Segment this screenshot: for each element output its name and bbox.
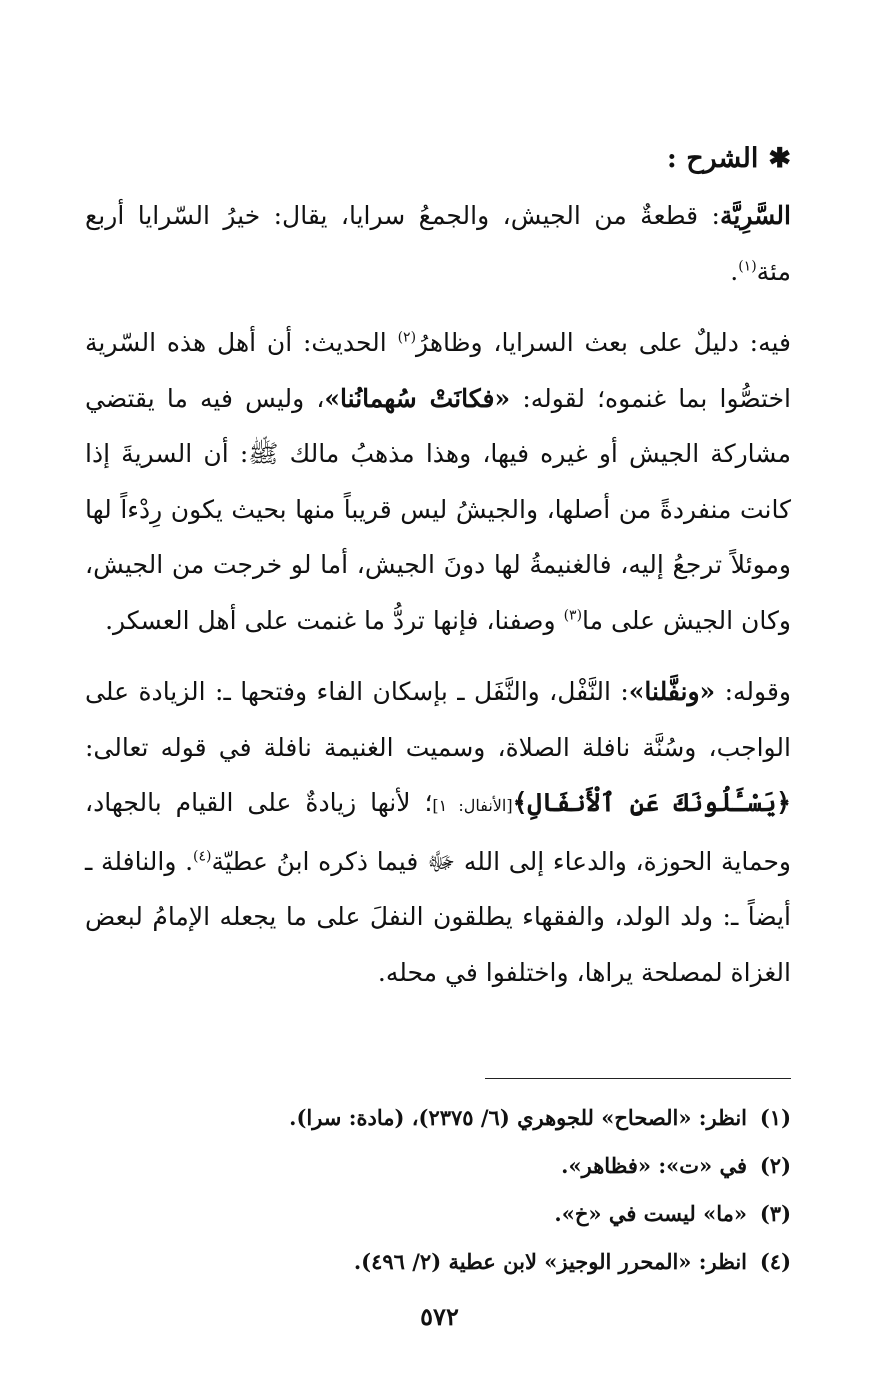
paragraph-text: . والنافلة ـ أيضاً ـ: ولد الولد، والفقهاء يطلقون النفلَ على ما يجعله الإمامُ لبعض الغزاة لمصلحة يراها، واختلفوا في محله. [85,846,791,987]
paragraph-nafl [85,664,791,1000]
footnote-item [85,1238,791,1286]
hadith-quote: «ونفَّلنا» [628,677,716,706]
footnote-item [85,1094,791,1142]
footnote-number: (٢) [759,1153,791,1178]
footnote-marker[interactable]: (٢) [397,329,417,346]
footnote-divider [485,1078,791,1079]
star-icon: ✱ [768,143,791,174]
heading-text: الشرح : [666,143,759,174]
paragraph-text: ؛ لأنها زيادةٌ على القيام بالجهاد، وحماية الحوزة، والدعاء إلى الله ﷻ فيما ذكره ابنُ عطيّة [85,788,792,876]
footnote-text: انظر: «الصحاح» للجوهري (٦/ ٢٣٧٥)، (مادة: سرا). [289,1105,747,1130]
paragraph-text: : النَّفْل، والنَّفَل ـ بإسكان الفاء وفتحها ـ: الزيادة على الواجب، وسُنَّة نافلة الصلاة، وسميت الغنيمة نافلة في قوله تعالى: [85,677,791,762]
hadith-quote: «فكانَتْ سُهمانُنا» [324,383,511,413]
paragraph-text: وصفنا، فإنها تردُّ ما غنمت على أهل العسكر. [105,605,556,635]
paragraph-text: . [730,256,739,286]
page-number: ٥٧٢ [420,1302,459,1331]
paragraph-text: : قطعةٌ من الجيش، والجمعُ سرايا، يقال: خيرُ السّرايا أربع مئة [85,201,791,286]
quran-verse: ﴿يَسْـَٔلُونَكَ عَنِ ٱلْأَنفَالِ﴾ [512,788,792,817]
main-content [85,138,791,1000]
footnote-text: «ما» ليست في «خ». [554,1201,747,1226]
defined-term: السَّرِيَّة [719,201,791,230]
paragraph-text: وقوله: [724,677,791,706]
paragraph-definition [85,188,791,299]
section-heading [85,138,791,180]
footnote-item [85,1142,791,1190]
footnote-text: في «ت»: «فظاهر». [561,1153,747,1178]
footnote-marker[interactable]: (٣) [563,607,583,624]
paragraph-text: فيه: دليلٌ على بعث السرايا، وظاهرُ [416,328,791,357]
footnote-number: (١) [759,1105,791,1130]
footnote-item [85,1190,791,1238]
paragraph-commentary [85,315,791,648]
footnote-marker[interactable]: (١) [738,258,757,275]
footnotes [85,1094,791,1286]
verse-reference: [الأنفال: ١] [432,796,513,815]
paragraph-text: ، وليس فيه ما يقتضي مشاركة الجيش أو غيره فيها، وهذا مذهبُ مالك ﷺ: أن السريةَ إذا كانت منفردةً من أصلها، والجيشُ ليس قريباً منها بحيث يكون رِدْءاً لها وموئلاً ترجعُ إليه، فالغنيمةُ لها دونَ الجيش، أما لو خرجت من الجيش، وكان الجيش على ما [85,383,791,635]
footnote-number: (٤) [759,1249,791,1274]
paragraph-text: الحديث: أن أهل هذه السّرية اختصُّوا بما غنموه؛ لقوله: [85,328,791,413]
footnote-number: (٣) [759,1201,791,1226]
footnote-marker[interactable]: (٤) [193,848,212,865]
footnote-text: انظر: «المحرر الوجيز» لابن عطية (٢/ ٤٩٦). [353,1249,747,1274]
